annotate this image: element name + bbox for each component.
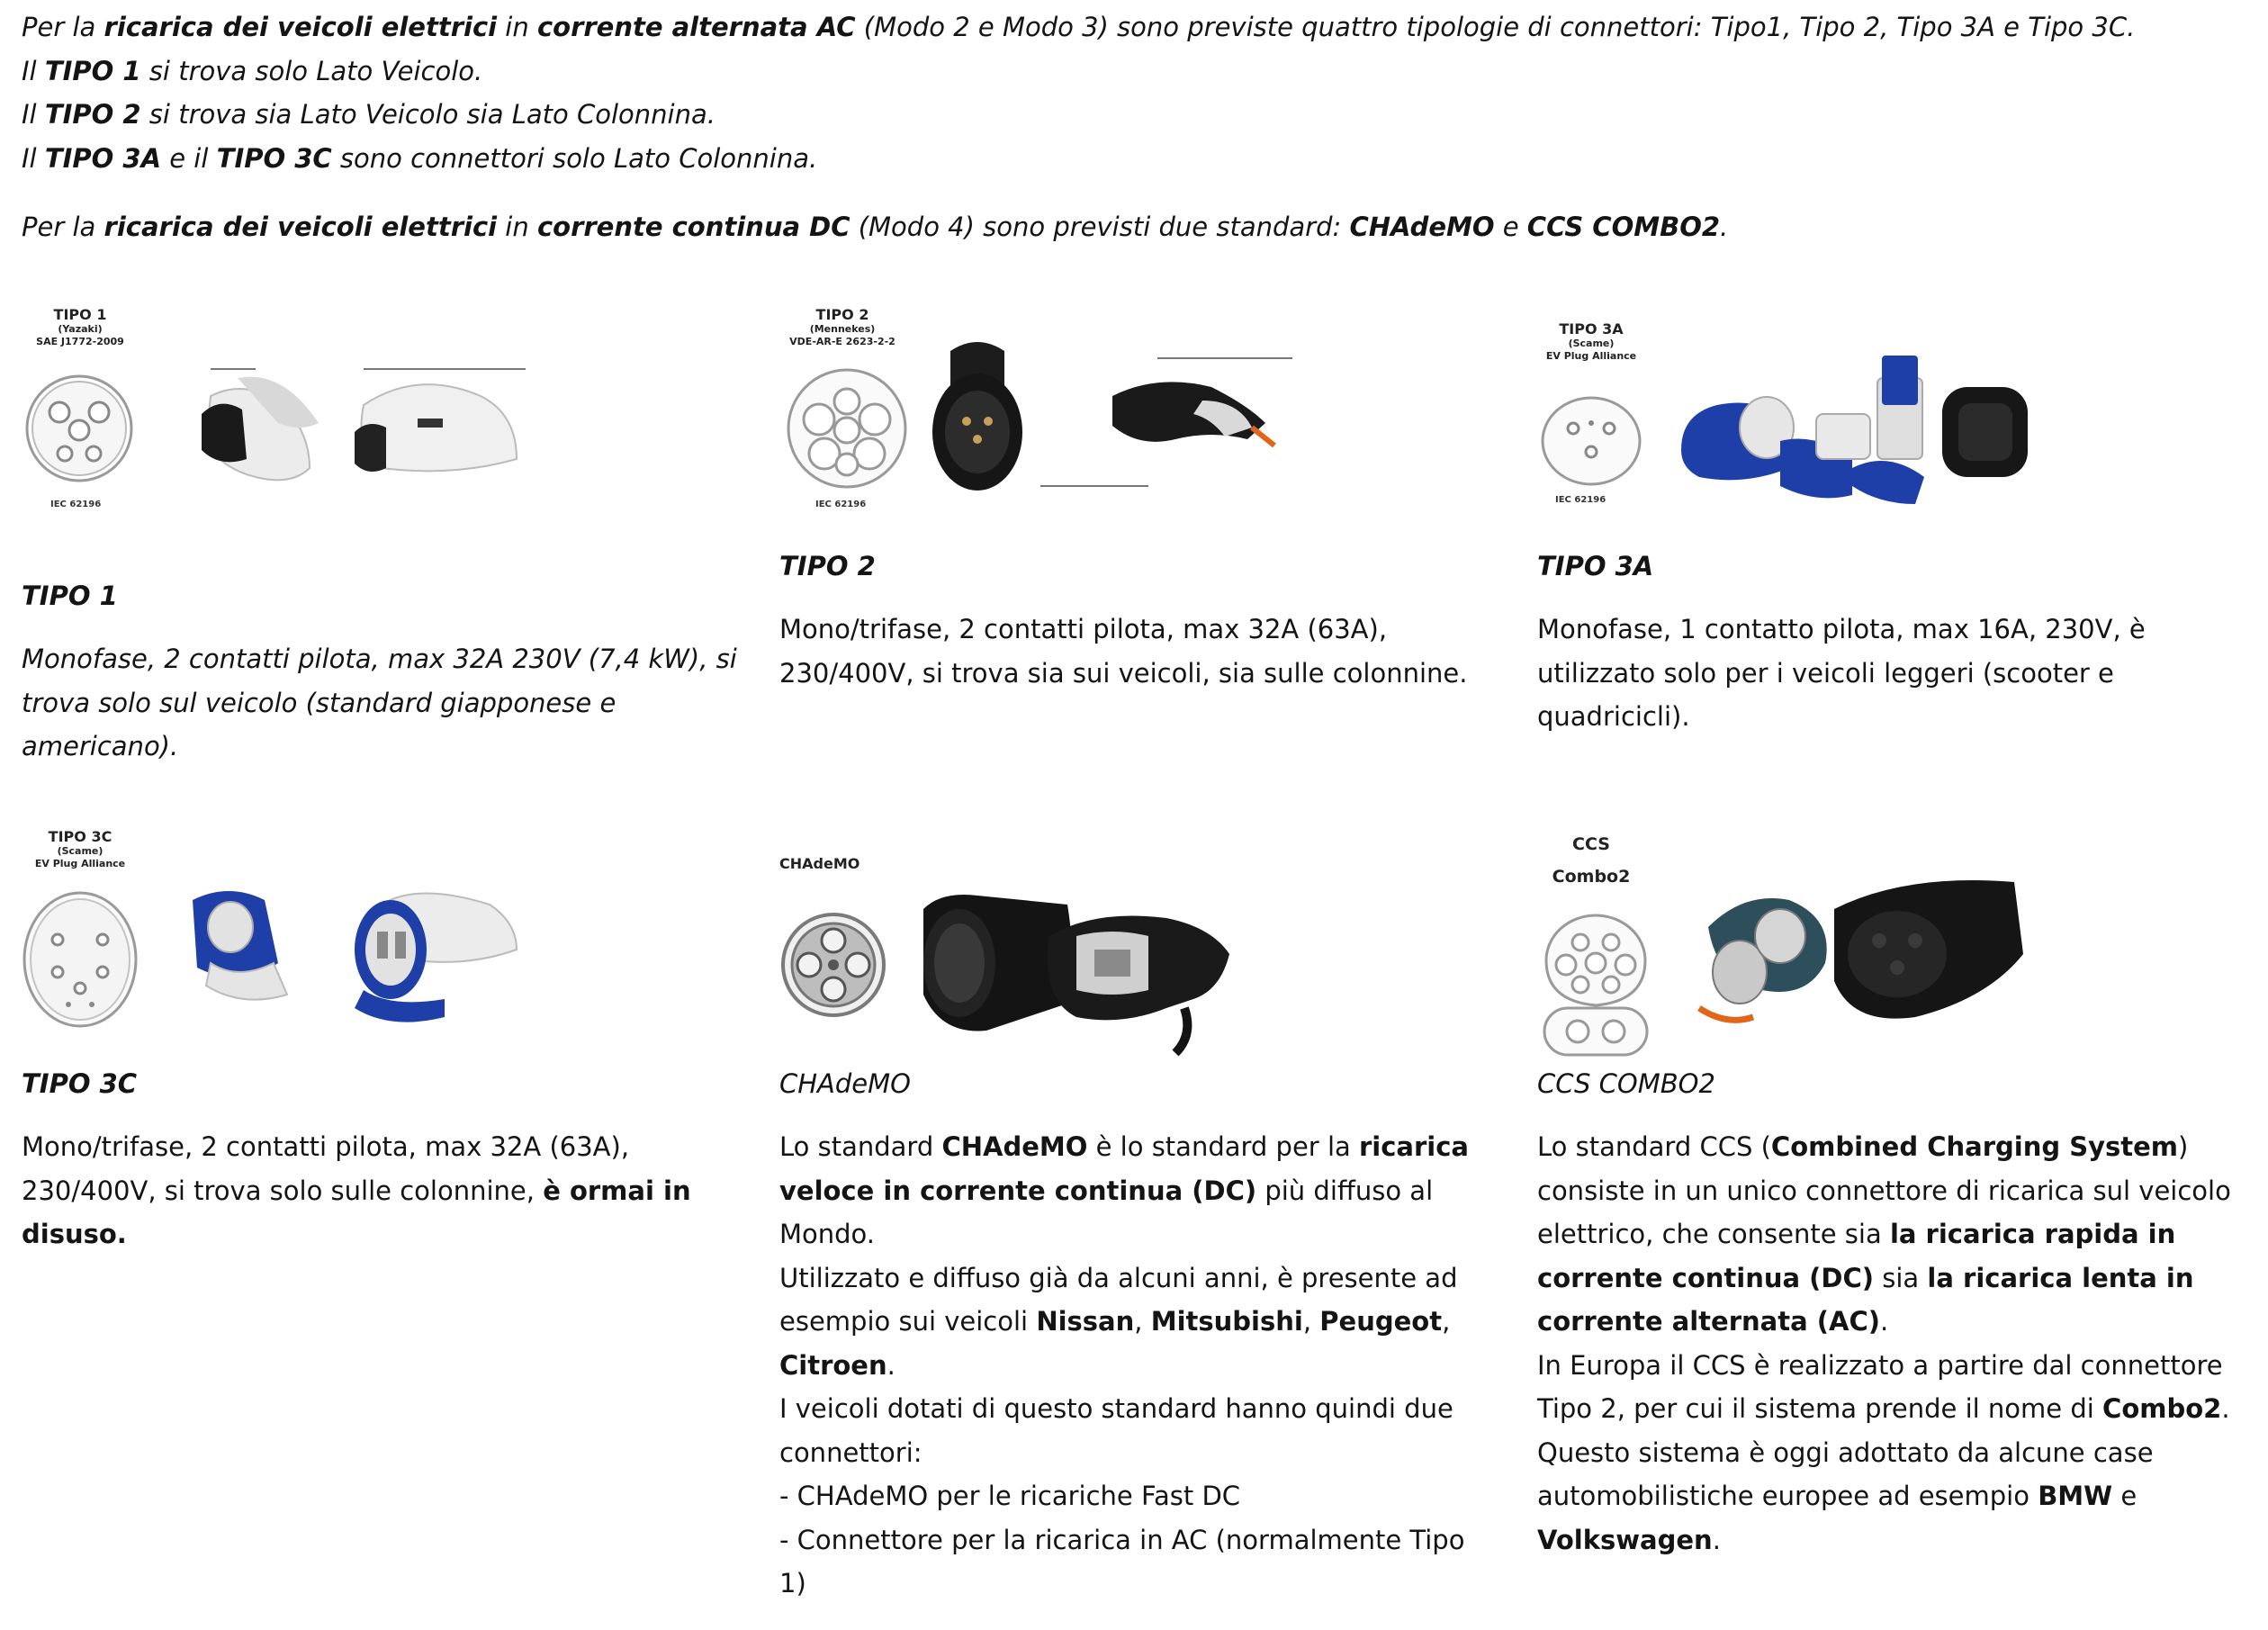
tipo3c-socket-diagram-icon — [22, 889, 148, 1033]
ccs-diagram-label: CCS Combo2 — [1552, 834, 1631, 887]
tipo2-title: TIPO 2 — [779, 551, 876, 581]
dc-intro-paragraph: Per la ricarica dei veicoli elettrici in corrente continua DC (Modo 4) sono previsti due standard: CHAdeMO e CCS COMBO2. — [22, 212, 1729, 242]
tipo3a-description: Monofase, 1 contatto pilota, max 16A, 230V, è utilizzato solo per i veicoli leggeri (scooter e quadricicli). — [1537, 614, 2146, 732]
tipo3a-plug-photos-icon — [1672, 342, 2068, 522]
tipo3a-title: TIPO 3A — [1537, 551, 1654, 581]
tipo3a-diagram-label: TIPO 3A (Scame) EV Plug Alliance — [1545, 320, 1637, 362]
chademo-list-item-1: - CHAdeMO per le ricariche Fast DC — [779, 1481, 1241, 1511]
tipo1-socket-diagram-icon — [22, 367, 139, 493]
chademo-paragraph-1: Lo standard CHAdeMO è lo standard per la ricarica veloce in corrente continua (DC) più diffuso al Mondo. — [779, 1131, 1470, 1249]
tipo1-figure — [22, 306, 760, 531]
intro-section — [22, 5, 2254, 249]
tipo1-location-line: Il TIPO 1 si trova solo Lato Veicolo. — [22, 55, 483, 86]
ccs-paragraph-1: Lo standard CCS (Combined Charging System) consiste in un unico connettore di ricarica sul veicolo elettrico, che consente sia la ricarica rapida in corrente continua (DC) sia la ricarica lenta in corrente alternata (AC). — [1537, 1131, 2231, 1337]
chademo-figure — [779, 828, 1517, 1044]
ccs-socket-diagram-icon — [1537, 911, 1654, 1055]
tipo3a-figure — [1537, 306, 2268, 531]
tipo3c-diagram-label: TIPO 3C (Scame) EV Plug Alliance — [34, 828, 126, 869]
tipo3c-section — [22, 828, 760, 1256]
chademo-description — [779, 1125, 1499, 1606]
tipo3a-section — [1537, 306, 2268, 739]
tipo3c-description: Mono/trifase, 2 contatti pilota, max 32A (63A), 230/400V, si trova solo sulle colonnine, è ormai in disuso. — [22, 1131, 691, 1249]
ccs-figure — [1537, 828, 2268, 1044]
tipo1-title: TIPO 1 — [22, 581, 118, 611]
chademo-title: CHAdeMO — [779, 1068, 911, 1099]
tipo2-figure — [779, 306, 1517, 531]
chademo-diagram-label: CHAdeMO — [779, 855, 860, 872]
chademo-socket-diagram-icon — [779, 911, 896, 1028]
tipo3a-socket-diagram-icon — [1537, 396, 1645, 495]
tipo2-diagram-foot: IEC 62196 — [815, 500, 867, 509]
tipo3c-figure — [22, 828, 760, 1044]
tipo1-plug-photos-icon — [184, 342, 562, 522]
ccs-paragraph-2: In Europa il CCS è realizzato a partire dal connettore Tipo 2, per cui il sistema prende il nome di Combo2. — [1537, 1349, 2230, 1424]
tipo3c-title: TIPO 3C — [22, 1068, 138, 1099]
tipo1-diagram-foot: IEC 62196 — [50, 500, 102, 509]
ccs-title: CCS COMBO2 — [1537, 1068, 1715, 1099]
chademo-paragraph-2: Utilizzato e diffuso già da alcuni anni, è presente ad esempio sui veicoli Nissan, Mitsubishi, Peugeot, Citroen. — [779, 1262, 1458, 1381]
ccs-section — [1537, 828, 2268, 1562]
ac-intro-paragraph: Per la ricarica dei veicoli elettrici in corrente alternata AC (Modo 2 e Modo 3) sono previste quattro tipologie di connettori: Tipo1, Tipo 2, Tipo 3A e Tipo 3C. — [22, 12, 2136, 42]
tipo3c-plug-photos-icon — [175, 864, 553, 1044]
chademo-section — [779, 828, 1517, 1606]
tipo1-description: Monofase, 2 contatti pilota, max 32A 230V (7,4 kW), si trova solo sul veicolo (standard giapponese e americano). — [22, 644, 737, 761]
tipo1-section — [22, 306, 760, 769]
ccs-paragraph-3: Questo sistema è oggi adottato da alcune case automobilistiche europee ad esempio BMW e Volkswagen. — [1537, 1436, 2154, 1555]
ccs-plug-photos-icon — [1690, 873, 2068, 1053]
tipo1-diagram-label: TIPO 1 (Yazaki) SAE J1772-2009 — [36, 306, 124, 347]
tipo2-section — [779, 306, 1517, 695]
chademo-plug-photos-icon — [914, 873, 1301, 1053]
tipo3-location-line: Il TIPO 3A e il TIPO 3C sono connettori solo Lato Colonnina. — [22, 142, 818, 174]
tipo2-diagram-label: TIPO 2 (Mennekes) VDE-AR-E 2623-2-2 — [789, 306, 896, 347]
tipo2-description: Mono/trifase, 2 contatti pilota, max 32A (63A), 230/400V, si trova sia sui veicoli, sia sulle colonnine. — [779, 614, 1468, 689]
tipo2-location-line: Il TIPO 2 si trova sia Lato Veicolo sia Lato Colonnina. — [22, 99, 716, 130]
tipo3a-diagram-foot: IEC 62196 — [1555, 495, 1606, 505]
ccs-description — [1537, 1125, 2257, 1562]
tipo2-plug-photos-icon — [941, 333, 1319, 513]
chademo-paragraph-3: I veicoli dotati di questo standard hanno quindi due connettori: — [779, 1393, 1454, 1468]
chademo-list-item-2: - Connettore per la ricarica in AC (normalmente Tipo 1) — [779, 1524, 1465, 1598]
tipo2-socket-diagram-icon — [779, 365, 914, 500]
